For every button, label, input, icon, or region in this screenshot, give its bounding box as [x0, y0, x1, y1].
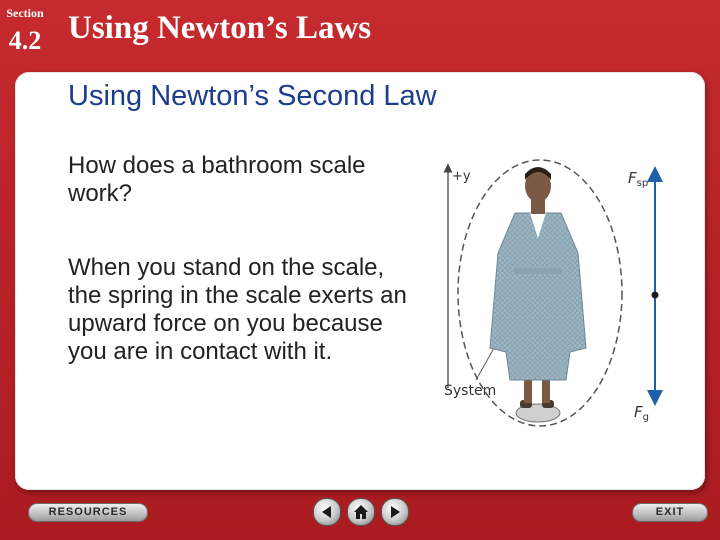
force-spring-symbol: F [628, 169, 637, 187]
chapter-title: Using Newton’s Laws [68, 10, 372, 46]
resources-button[interactable]: RESOURCES [28, 503, 148, 522]
exit-button[interactable]: EXIT [632, 503, 708, 522]
force-spring-subscript: sp [636, 178, 649, 189]
arrow-right-icon [386, 503, 404, 521]
arrow-left-icon [318, 503, 336, 521]
force-gravity-symbol: F [634, 403, 643, 421]
question-text: How does a bathroom scale work? [68, 152, 366, 207]
force-spring-label [628, 169, 648, 189]
section-label: Section [6, 6, 44, 20]
slide-title: Using Newton’s Second Law [68, 80, 437, 112]
section-badge [0, 0, 50, 64]
force-gravity-label [634, 403, 649, 423]
free-body-figure [430, 158, 680, 430]
home-icon [352, 503, 370, 521]
home-button[interactable] [347, 498, 375, 526]
previous-slide-button[interactable] [313, 498, 341, 526]
section-number: 4.2 [8, 26, 42, 55]
answer-text: When you stand on the scale, the spring in the scale exerts an upward force on you because you are in contact with it. [68, 254, 407, 365]
force-origin-dot [652, 292, 659, 299]
axis-label: +y [452, 169, 471, 184]
system-label: System [444, 383, 497, 399]
next-slide-button[interactable] [381, 498, 409, 526]
force-gravity-subscript: g [642, 412, 649, 423]
person-figure [490, 167, 586, 422]
system-pointer [476, 348, 494, 380]
